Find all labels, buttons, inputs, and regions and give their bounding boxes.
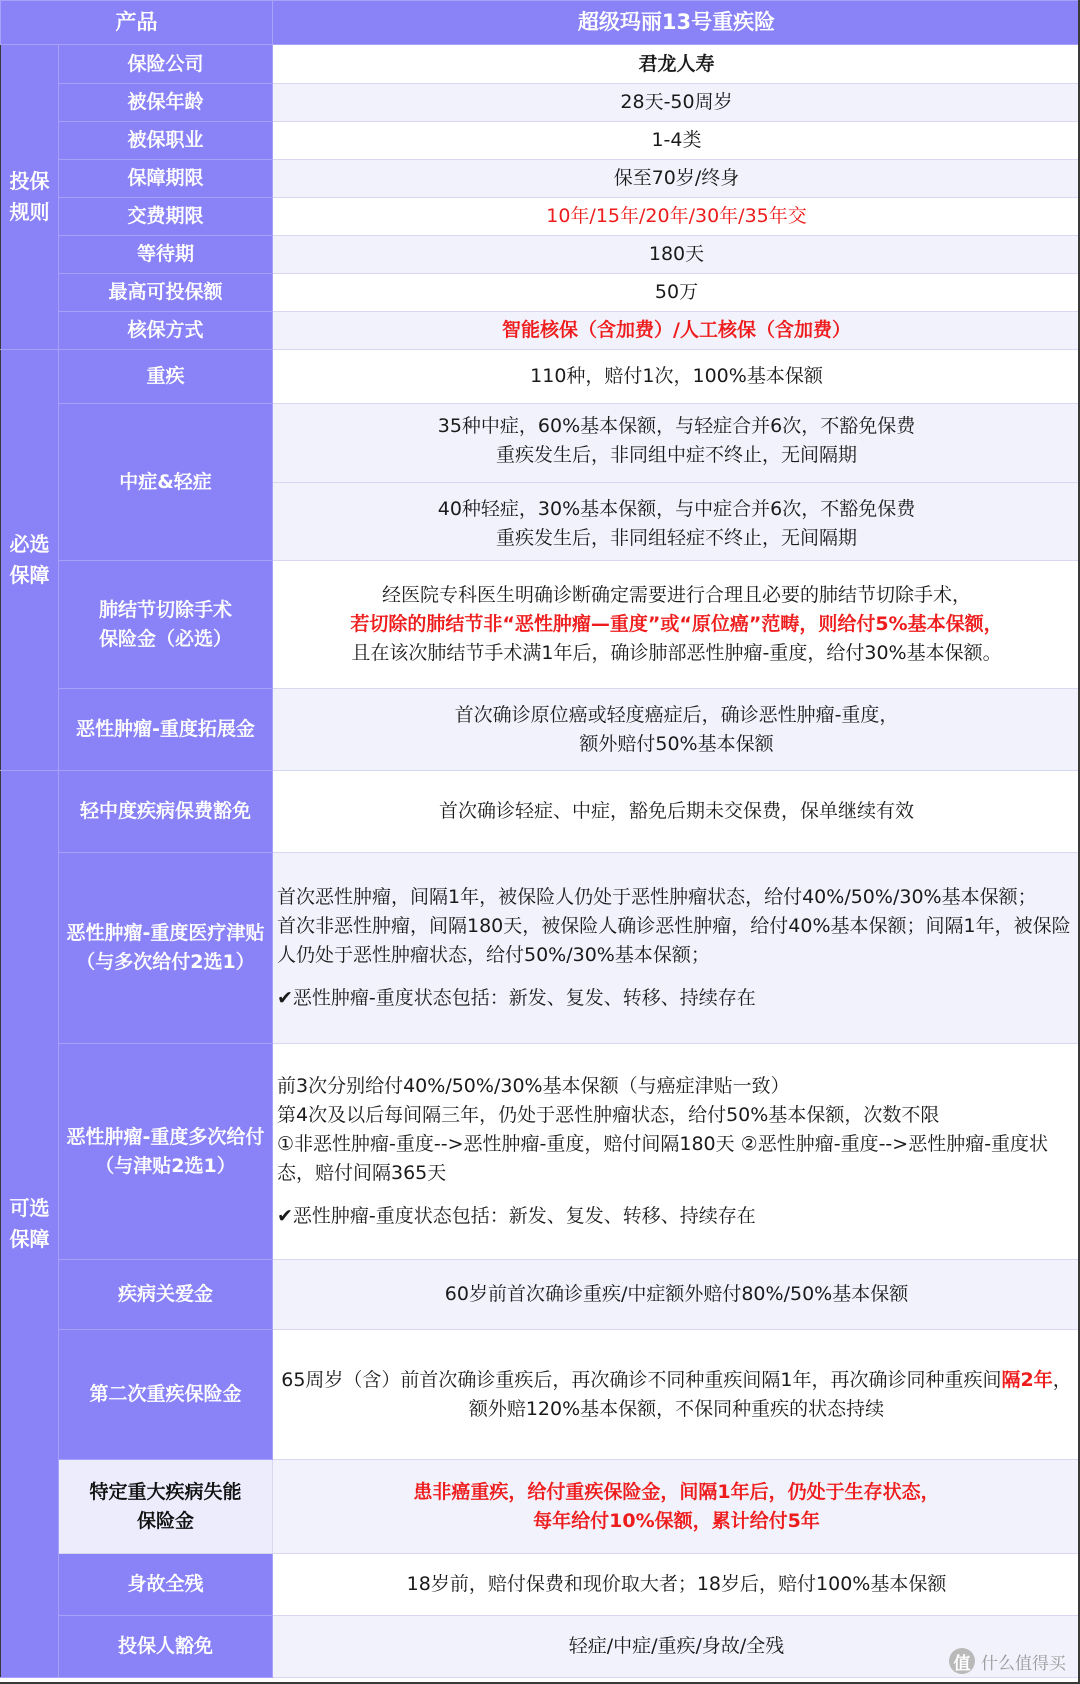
allowance-note: ✔恶性肿瘤-重度状态包括：新发、复发、转移、持续存在 bbox=[277, 987, 756, 1009]
header-product-label: 产品 bbox=[1, 1, 273, 45]
table-row bbox=[1, 689, 1080, 771]
table-row bbox=[1, 45, 1080, 84]
row-label: 恶性肿瘤-重度医疗津贴（与多次给付2选1） bbox=[59, 853, 273, 1044]
row-label: 轻中度疾病保费豁免 bbox=[59, 771, 273, 853]
row-value bbox=[273, 853, 1080, 1044]
row-label: 中症&轻症 bbox=[59, 404, 273, 561]
row-value: 保至70岁/终身 bbox=[273, 160, 1080, 198]
row-label: 等待期 bbox=[59, 236, 273, 274]
header-row bbox=[1, 1, 1080, 45]
header-product-name: 超级玛丽13号重疾险 bbox=[273, 1, 1080, 45]
group-optional-label bbox=[1, 771, 59, 1678]
row-value bbox=[273, 404, 1080, 561]
table-row bbox=[1, 1330, 1080, 1460]
table-row bbox=[1, 312, 1080, 350]
table-row bbox=[1, 198, 1080, 236]
disability-line-1: 患非癌重疾，给付重疾保险金，间隔1年后，仍处于生存状态， bbox=[413, 1480, 940, 1503]
row-value: 60岁前首次确诊重疾/中症额外赔付80%/50%基本保额 bbox=[273, 1260, 1080, 1330]
watermark-logo-icon: 值 bbox=[949, 1648, 975, 1674]
table-row bbox=[1, 274, 1080, 312]
table-row bbox=[1, 1616, 1080, 1678]
spacer bbox=[277, 1188, 1074, 1202]
row-value: 18岁前，赔付保费和现价取大者；18岁后，赔付100%基本保额 bbox=[273, 1554, 1080, 1616]
watermark bbox=[949, 1648, 1066, 1674]
row-label: 保险公司 bbox=[59, 45, 273, 84]
second-text-b: ，额外赔120%基本保额，不保同种重疾的状态持续 bbox=[468, 1368, 1072, 1420]
table-row bbox=[1, 853, 1080, 1044]
second-text-red: 隔2年 bbox=[1001, 1368, 1053, 1391]
extension-line-1: 首次确诊原位癌或轻度癌症后，确诊恶性肿瘤-重度， bbox=[454, 703, 899, 726]
row-value: 君龙人寿 bbox=[273, 45, 1080, 84]
row-value: 1-4类 bbox=[273, 122, 1080, 160]
row-label: 保障期限 bbox=[59, 160, 273, 198]
multiple-line-1: 前3次分别给付40%/50%/30%基本保额（与癌症津贴一致） bbox=[277, 1075, 790, 1097]
row-value: 180天 bbox=[273, 236, 1080, 274]
lung-line-1: 经医院专科医生明确诊断确定需要进行合理且必要的肺结节切除手术， bbox=[381, 584, 971, 606]
multiple-note: ✔恶性肿瘤-重度状态包括：新发、复发、转移、持续存在 bbox=[277, 1205, 756, 1227]
row-label: 被保年龄 bbox=[59, 84, 273, 122]
group-optional-text: 可选保障 bbox=[9, 1196, 50, 1251]
row-value: 28天-50周岁 bbox=[273, 84, 1080, 122]
table-row bbox=[1, 1260, 1080, 1330]
table-row bbox=[1, 1460, 1080, 1554]
row-label: 恶性肿瘤-重度多次给付（与津贴2选1） bbox=[59, 1044, 273, 1260]
row-label: 被保职业 bbox=[59, 122, 273, 160]
mild-line-2: 重疾发生后，非同组轻症不终止，无间隔期 bbox=[495, 526, 857, 549]
row-label: 身故全残 bbox=[59, 1554, 273, 1616]
row-value: 轻症/中症/重疾/身故/全残 bbox=[273, 1616, 1080, 1678]
row-label bbox=[59, 561, 273, 689]
mild-line-1: 40种轻症，30%基本保额，与中症合并6次，不豁免保费 bbox=[437, 497, 916, 520]
row-label: 重疾 bbox=[59, 350, 273, 404]
table-row bbox=[1, 236, 1080, 274]
disability-label-line-1: 特定重大疾病失能 bbox=[89, 1480, 242, 1503]
allowance-line-2: 首次非恶性肿瘤，间隔180天，被保险人确诊恶性肿瘤，给付40%基本保额；间隔1年，被保险人仍处于恶性肿瘤状态，给付50%/30%基本保额； bbox=[277, 915, 1071, 966]
row-value: 智能核保（含加费）/人工核保（含加费） bbox=[273, 312, 1080, 350]
table-row bbox=[1, 122, 1080, 160]
group-rules-label bbox=[1, 45, 59, 350]
moderate-line-1: 35种中症，60%基本保额，与轻症合并6次，不豁免保费 bbox=[437, 414, 916, 437]
lung-label-line-2: 保险金（必选） bbox=[98, 627, 232, 650]
row-label: 交费期限 bbox=[59, 198, 273, 236]
table-row bbox=[1, 771, 1080, 853]
row-label: 第二次重疾保险金 bbox=[59, 1330, 273, 1460]
row-label: 投保人豁免 bbox=[59, 1616, 273, 1678]
multiple-line-2: 第4次及以后每间隔三年，仍处于恶性肿瘤状态，给付50%基本保额，次数不限 bbox=[277, 1104, 940, 1126]
row-value bbox=[273, 561, 1080, 689]
row-value bbox=[273, 689, 1080, 771]
lung-line-3: 且在该次肺结节手术满1年后，确诊肺部恶性肿瘤-重度，给付30%基本保额。 bbox=[351, 642, 1002, 664]
row-value: 50万 bbox=[273, 274, 1080, 312]
second-text-a: 65周岁（含）前首次确诊重疾后，再次确诊不同种重疾间隔1年，再次确诊同种重疾间 bbox=[281, 1368, 1002, 1391]
mild-block bbox=[273, 482, 1080, 553]
spacer bbox=[277, 970, 1074, 984]
row-value: 10年/15年/20年/30年/35年交 bbox=[273, 198, 1080, 236]
group-rules-text: 投保规则 bbox=[9, 169, 50, 224]
group-required-label bbox=[1, 350, 59, 771]
table-row bbox=[1, 1554, 1080, 1616]
watermark-text: 什么值得买 bbox=[981, 1653, 1066, 1674]
row-value bbox=[273, 1330, 1080, 1460]
disability-label-line-2: 保险金 bbox=[136, 1509, 194, 1532]
row-value bbox=[273, 1460, 1080, 1554]
row-label bbox=[59, 1460, 273, 1554]
allowance-line-1: 首次恶性肿瘤，间隔1年，被保险人仍处于恶性肿瘤状态，给付40%/50%/30%基本保额； bbox=[277, 886, 1037, 908]
row-value: 110种，赔付1次，100%基本保额 bbox=[273, 350, 1080, 404]
row-value bbox=[273, 1044, 1080, 1260]
moderate-line-2: 重疾发生后，非同组中症不终止，无间隔期 bbox=[495, 443, 857, 466]
row-label: 核保方式 bbox=[59, 312, 273, 350]
multiple-line-3: ①非恶性肿瘤-重度-->恶性肿瘤-重度，赔付间隔180天 ②恶性肿瘤-重度-->恶性肿瘤-重度状态，赔付间隔365天 bbox=[277, 1133, 1049, 1184]
table-row bbox=[1, 561, 1080, 689]
row-value: 首次确诊轻症、中症，豁免后期未交保费，保单继续有效 bbox=[273, 771, 1080, 853]
table-row bbox=[1, 350, 1080, 404]
table-row bbox=[1, 404, 1080, 561]
row-label: 恶性肿瘤-重度拓展金 bbox=[59, 689, 273, 771]
row-label: 最高可投保额 bbox=[59, 274, 273, 312]
table-row bbox=[1, 84, 1080, 122]
table-row bbox=[1, 160, 1080, 198]
group-required-text: 必选保障 bbox=[9, 532, 50, 587]
table-row bbox=[1, 1044, 1080, 1260]
disability-line-2: 每年给付10%保额，累计给付5年 bbox=[533, 1509, 820, 1532]
extension-line-2: 额外赔付50%基本保额 bbox=[579, 732, 774, 755]
lung-label-line-1: 肺结节切除手术 bbox=[98, 598, 232, 621]
row-label: 疾病关爱金 bbox=[59, 1260, 273, 1330]
lung-line-2: 若切除的肺结节非“恶性肿瘤—重度”或“原位癌”范畴，则给付5%基本保额， bbox=[350, 613, 1003, 635]
